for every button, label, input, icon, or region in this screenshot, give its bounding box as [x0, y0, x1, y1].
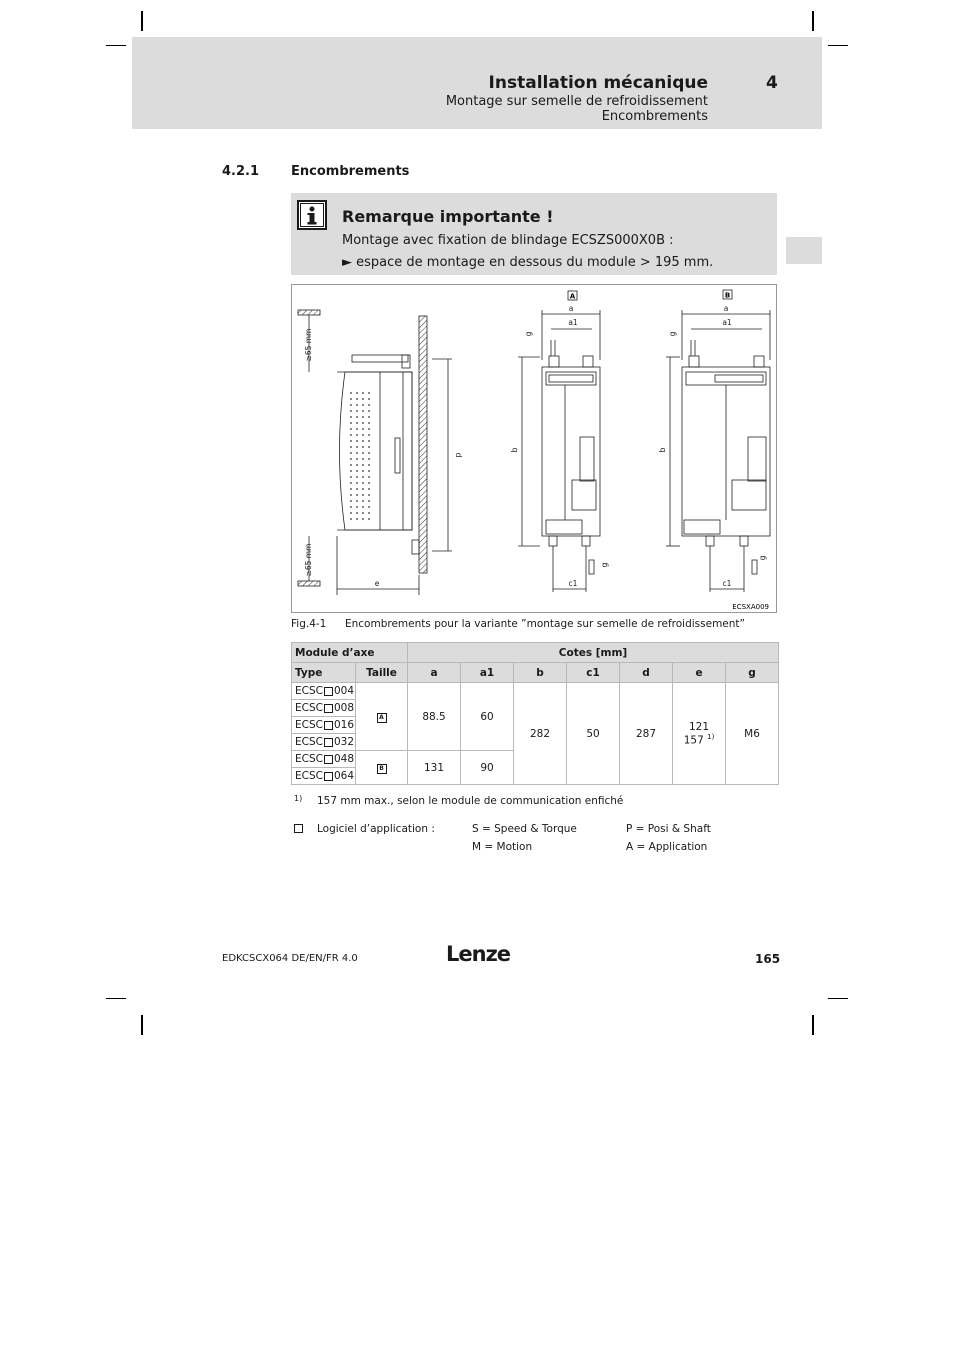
clearance-top-label: ≥65 mm [304, 328, 313, 362]
e-value-1: 121 [688, 720, 710, 733]
col-size: Taille [356, 663, 408, 683]
dim-b-label-a: b [510, 447, 519, 453]
dim-a1-label-b: a1 [722, 318, 732, 327]
d-cell: 287 [620, 683, 673, 785]
figure-caption-label: Fig.4-1 [291, 618, 327, 630]
header-dimensions: Cotes [mm] [408, 643, 779, 663]
type-suffix: 048 [333, 753, 355, 765]
footnote-text: 157 mm max., selon le module de communication enfiché [317, 795, 624, 807]
page-number: 165 [755, 952, 781, 966]
col-a: a [408, 663, 461, 683]
placeholder-box-icon [324, 721, 333, 730]
legend-a: A = Application [626, 841, 708, 853]
variant-b-label: B [724, 291, 731, 300]
dimensions-table [291, 642, 779, 785]
page-subtitle: Montage sur semelle de refroidissement [445, 94, 708, 109]
type-suffix: 032 [333, 736, 355, 748]
col-e: e [673, 663, 726, 683]
dim-e-label: e [374, 579, 380, 588]
figure-code: ECSXA009 [732, 603, 769, 611]
dim-a-label-a: a [568, 304, 574, 313]
size-label: B [377, 764, 387, 774]
chapter-number: 4 [766, 73, 778, 93]
legend-s: S = Speed & Torque [472, 823, 577, 835]
type-cell [292, 751, 356, 768]
type-cell [292, 700, 356, 717]
crop-mark [106, 998, 126, 999]
dim-c1-label-b: c1 [722, 579, 732, 588]
legend-m: M = Motion [472, 841, 533, 853]
col-a1: a1 [461, 663, 514, 683]
footnote-mark: 1) [294, 794, 303, 803]
e-value-2: 157 [683, 734, 704, 747]
type-suffix: 004 [333, 685, 355, 697]
placeholder-box-icon [324, 738, 333, 747]
col-c1: c1 [567, 663, 620, 683]
page-title: Installation mécanique [488, 73, 708, 93]
type-prefix: ECSC [295, 753, 323, 765]
page-subtitle-2: Encombrements [601, 109, 708, 124]
type-suffix: 008 [333, 702, 355, 714]
col-type: Type [292, 663, 356, 683]
dim-d-label: d [454, 452, 463, 458]
section-title: Encombrements [291, 164, 410, 179]
dim-c1-label-a: c1 [568, 579, 578, 588]
c1-cell: 50 [567, 683, 620, 785]
b-cell: 282 [514, 683, 567, 785]
figure-caption: Encombrements pour la variante ”montage sur semelle de refroidissement” [345, 618, 745, 630]
crop-mark [812, 1015, 814, 1035]
col-d: d [620, 663, 673, 683]
front-view-a [518, 310, 600, 592]
a-cell: 131 [408, 751, 461, 785]
e-value-2-wrap [673, 733, 725, 747]
type-prefix: ECSC [295, 702, 323, 714]
note-text: Montage avec fixation de blindage ECSZS000X0B : [342, 233, 674, 248]
a-cell: 88.5 [408, 683, 461, 751]
note-bullet: ► espace de montage en dessous du module > 195 mm. [342, 255, 714, 270]
placeholder-box-icon [294, 824, 303, 833]
dim-g-label-b: g [668, 331, 677, 337]
table-row [292, 683, 779, 700]
side-view [298, 310, 452, 595]
size-cell [356, 751, 408, 785]
placeholder-box-icon [324, 772, 333, 781]
size-label: A [377, 713, 387, 723]
clearance-bottom-label: ≥65 mm [304, 543, 313, 577]
section-number: 4.2.1 [222, 164, 260, 179]
legend-p: P = Posi & Shaft [626, 823, 711, 835]
dim-b-label-b: b [658, 447, 667, 453]
type-prefix: ECSC [295, 685, 323, 697]
dim-g2-label-a: g [600, 562, 609, 568]
type-suffix: 064 [333, 770, 355, 782]
document-id: EDKCSCX064 DE/EN/FR 4.0 [222, 953, 358, 964]
type-prefix: ECSC [295, 736, 323, 748]
header-module: Module d’axe [292, 643, 408, 663]
col-g: g [726, 663, 779, 683]
placeholder-box-icon [324, 704, 333, 713]
type-cell [292, 768, 356, 785]
dim-g2-label-b: g [758, 555, 767, 561]
footnote-ref: 1) [707, 732, 715, 741]
a1-cell: 90 [461, 751, 514, 785]
lenze-logo: Lenze [446, 942, 511, 966]
dim-g-label-a: g [524, 331, 533, 337]
crop-mark [141, 1015, 143, 1035]
type-prefix: ECSC [295, 719, 323, 731]
legend-label: Logiciel d’application : [317, 823, 435, 835]
crop-mark [828, 998, 848, 999]
dimension-drawing [0, 0, 954, 620]
e-cell [673, 683, 726, 785]
dim-a1-label-a: a1 [568, 318, 578, 327]
col-b: b [514, 663, 567, 683]
size-cell [356, 683, 408, 751]
type-cell [292, 717, 356, 734]
dim-a-label-b: a [723, 304, 729, 313]
front-view-b [666, 310, 770, 592]
type-prefix: ECSC [295, 770, 323, 782]
type-cell [292, 683, 356, 700]
placeholder-box-icon [324, 687, 333, 696]
note-title: Remarque importante ! [342, 207, 554, 226]
type-suffix: 016 [333, 719, 355, 731]
variant-a-label: A [569, 292, 576, 301]
a1-cell: 60 [461, 683, 514, 751]
type-cell [292, 734, 356, 751]
g-cell: M6 [726, 683, 779, 785]
placeholder-box-icon [324, 755, 333, 764]
